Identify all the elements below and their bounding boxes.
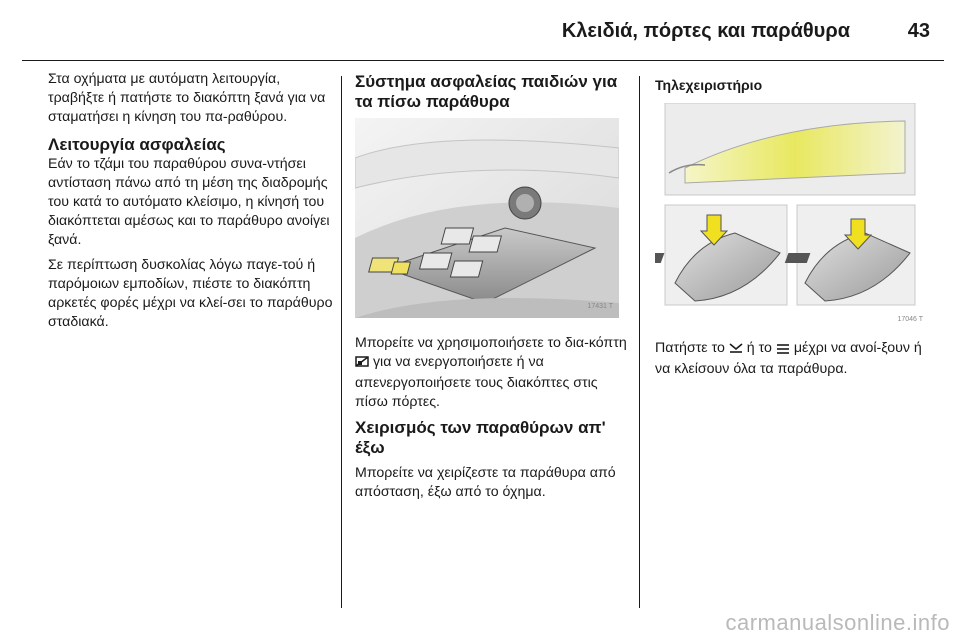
figure-number: 17046 T [897, 316, 923, 323]
intro-paragraph: Στα οχήματα με αυτόματη λειτουργία, τραβήξτε ή πατήστε το διακόπτη ξανά για να σταματήσει η κίνηση του πα-ραθύρου. [48, 71, 326, 125]
column-2 [355, 70, 631, 508]
page-title: Κλειδιά, πόρτες και παράθυρα [561, 20, 850, 42]
unlock-chevron-icon [729, 341, 743, 360]
section-heading-child-safety: Σύστημα ασφαλείας παιδιών για τα πίσω παράθυρα [355, 72, 618, 111]
page-number: 43 [907, 20, 930, 42]
remote-paragraph [655, 339, 927, 379]
section-heading-outside: Χειρισμός των παραθύρων απ' έξω [355, 418, 606, 457]
child-lock-window-icon [355, 355, 369, 374]
remote-illustration [655, 103, 927, 325]
column-1 [48, 70, 334, 338]
column-divider-left [341, 76, 342, 608]
column-divider-right [639, 76, 640, 608]
remote-figure [655, 103, 927, 333]
safety-paragraph-1: Εάν το τζάμι του παραθύρου συνα-ντήσει αντίσταση πάνω από τη μέση της διαδρομής του κατά το αυτόματο κλείσιμο, η κίνησή του διακόπτεται αμέσως και το παράθυρο ανοίγει ξανά. [48, 156, 330, 248]
child-lock-paragraph [355, 334, 631, 412]
remote-text-2: ή το [746, 340, 772, 356]
watermark: carmanualsonline.info [725, 610, 950, 635]
section-heading-safety: Λειτουργία ασφαλείας [48, 135, 226, 154]
remote-text-1: Πατήστε το [655, 340, 725, 356]
child-lock-text-2: για να ενεργοποιήσετε ή να απενεργοποιήσετε τους διακόπτες στις πίσω πόρτες. [355, 354, 598, 410]
lock-bars-icon [776, 341, 790, 360]
outside-paragraph: Μπορείτε να χειρίζεστε τα παράθυρα από απόσταση, έξω από το όχημα. [355, 465, 616, 500]
column-3 [655, 70, 927, 385]
header-divider [22, 60, 944, 61]
safety-paragraph-2: Σε περίπτωση δυσκολίας λόγω παγε-τού ή παρόμοιων εμποδίων, πιέστε το διακόπτη αρκετές φορές μέχρι να κλεί-σει το παράθυρο σταδιακά. [48, 257, 333, 330]
door-switch-illustration [355, 118, 619, 318]
remote-text-3: μέχρι να ανοί-ξουν ή να κλείσουν όλα τα παράθυρα. [655, 340, 922, 377]
door-switch-figure [355, 118, 619, 326]
figure-number: 17431 T [587, 303, 613, 310]
child-lock-text-1: Μπορείτε να χρησιμοποιήσετε το δια-κόπτη [355, 335, 627, 351]
section-heading-remote: Τηλεχειριστήριο [655, 77, 763, 93]
